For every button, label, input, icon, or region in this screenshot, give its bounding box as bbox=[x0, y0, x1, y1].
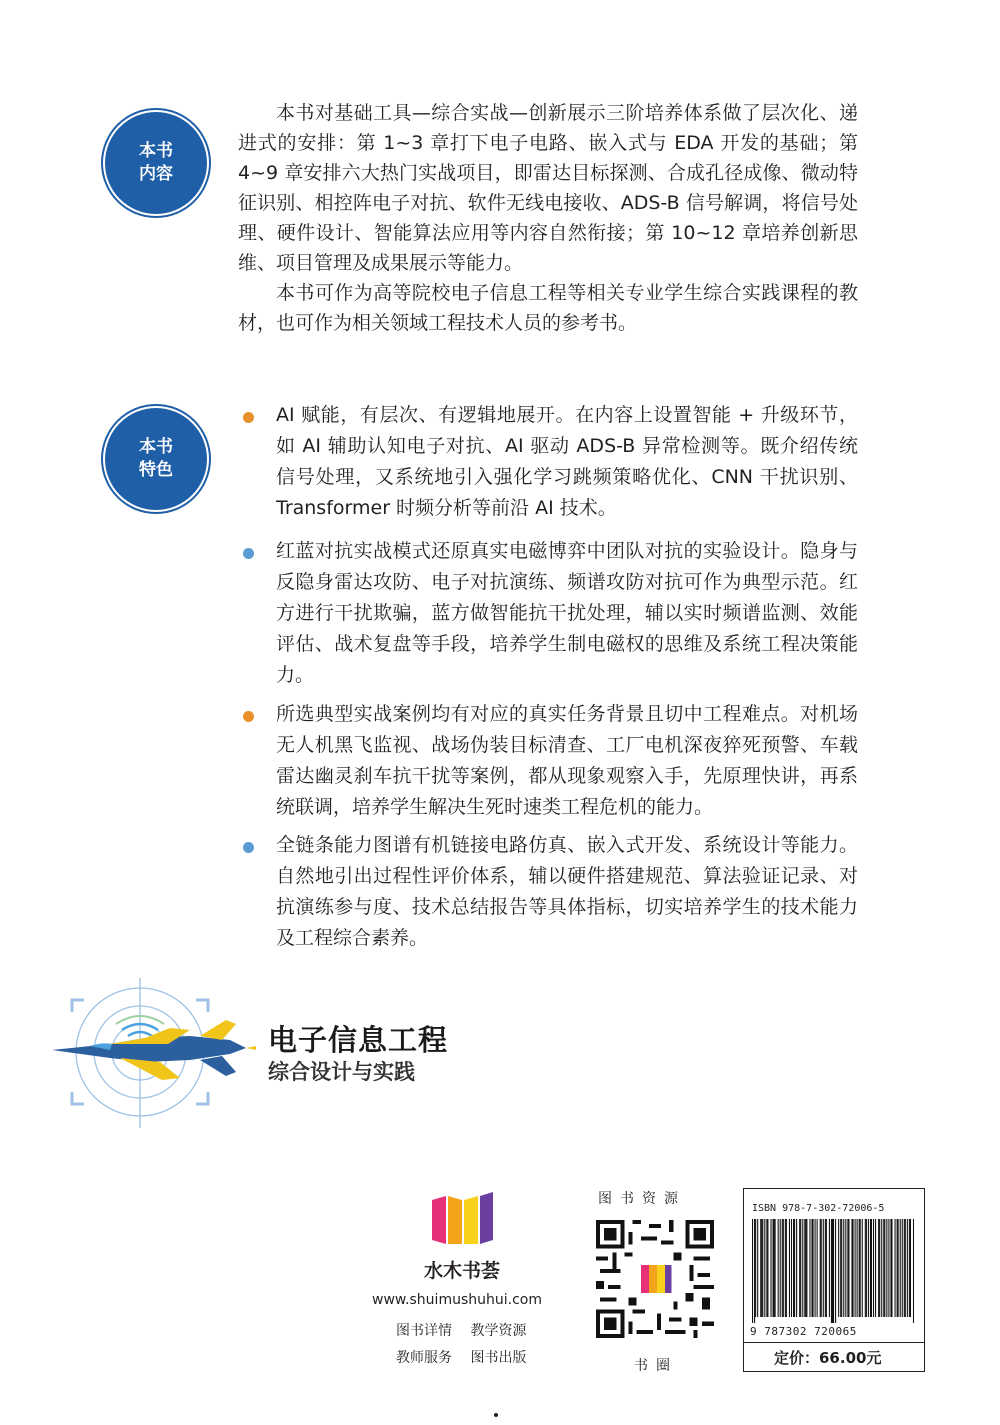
publisher-links-row-2 bbox=[396, 1347, 540, 1367]
feature-bullet-4 bbox=[243, 842, 254, 853]
content-badge-line2: 内容 bbox=[139, 164, 173, 184]
publisher-logo-text: 水木书荟 bbox=[423, 1260, 500, 1282]
price-label: 定价：66.00元 bbox=[774, 1349, 882, 1367]
content-badge-line1: 本书 bbox=[139, 141, 173, 161]
qr-code-icon bbox=[596, 1220, 714, 1338]
qr-top-label: 图书资源 bbox=[598, 1191, 686, 1207]
isbn-barcode-box bbox=[743, 1188, 925, 1372]
isbn-top-text: ISBN 978-7-302-72006-5 bbox=[752, 1203, 885, 1214]
barcode-icon bbox=[752, 1219, 914, 1323]
link-teacher-service: 教师服务 bbox=[396, 1350, 452, 1366]
feature-item-4: 全链条能力图谱有机链接电路仿真、嵌入式开发、系统设计等能力。自然地引出过程性评价体系，辅以硬件搭建规范、算法验证记录、对抗演练参与度、技术总结报告等具体指标，切实培养学生的技术能力及工程综合素养。 bbox=[276, 834, 858, 949]
feature-item-3: 所选典型实战案例均有对应的真实任务背景且切中工程难点。对机场无人机黑飞监视、战场伪装目标清查、工厂电机深夜猝死预警、车载雷达幽灵刹车抗干扰等案例，都从现象观察入手，先原理快讲，再系统联调，培养学生解决生死时速类工程危机的能力。 bbox=[276, 703, 858, 818]
fighter-jet-radar-illustration bbox=[50, 978, 260, 1138]
features-badge-line2: 特色 bbox=[139, 460, 173, 480]
features-badge bbox=[105, 408, 207, 510]
link-book-publishing: 图书出版 bbox=[470, 1350, 527, 1366]
publisher-website: www.shuimushuhui.com bbox=[372, 1292, 542, 1308]
content-badge bbox=[105, 112, 207, 214]
book-title: 电子信息工程 bbox=[268, 1023, 449, 1057]
feature-bullet-3 bbox=[243, 711, 254, 722]
publisher-book-logo-icon bbox=[430, 1190, 495, 1246]
feature-bullet-2 bbox=[243, 548, 254, 559]
book-subtitle: 综合设计与实践 bbox=[268, 1060, 415, 1084]
publisher-links-row-1 bbox=[396, 1320, 540, 1340]
link-book-details: 图书详情 bbox=[396, 1323, 452, 1339]
feature-item-1: AI 赋能，有层次、有逻辑地展开。在内容上设置智能 + 升级环节，如 AI 辅助认知电子对抗、AI 驱动 ADS-B 异常检测等。既介绍传统信号处理，又系统地引入强化学习跳频策略优化、CNN 干扰识别、Transformer 时频分析等前沿 AI 技术。 bbox=[276, 404, 858, 519]
isbn-digits: 9 787302 720065 bbox=[750, 1325, 857, 1338]
feature-bullet-1 bbox=[243, 412, 254, 423]
feature-item-2: 红蓝对抗实战模式还原真实电磁博弈中团队对抗的实验设计。隐身与反隐身雷达攻防、电子对抗演练、频谱攻防对抗可作为典型示范。红方进行干扰欺骗，蓝方做智能抗干扰处理，辅以实时频谱监测、效能评估、战术复盘等手段，培养学生制电磁权的思维及系统工程决策能力。 bbox=[276, 540, 858, 686]
content-paragraph-2: 本书可作为高等院校电子信息工程等相关专业学生综合实践课程的教材，也可作为相关领域工程技术人员的参考书。 bbox=[238, 282, 858, 334]
features-badge-line1: 本书 bbox=[139, 437, 173, 457]
page-dot bbox=[494, 1413, 498, 1417]
price-row bbox=[744, 1342, 924, 1371]
content-paragraph-1: 本书对基础工具—综合实战—创新展示三阶培养体系做了层次化、递进式的安排：第 1~3 章打下电子电路、嵌入式与 EDA 开发的基础；第 4~9 章安排六大热门实战项目，即雷达目标探测、合成孔径成像、微动特征识别、相控阵电子对抗、软件无线电接收、ADS-B 信号解调，将信号处理、硬件设计、智能算法应用等内容自然衔接；第 10~12 章培养创新思维、项目管理及成果展示等能力。 bbox=[238, 102, 858, 274]
qr-bottom-label: 书圈 bbox=[634, 1358, 678, 1374]
link-teaching-resources: 教学资源 bbox=[470, 1323, 527, 1339]
